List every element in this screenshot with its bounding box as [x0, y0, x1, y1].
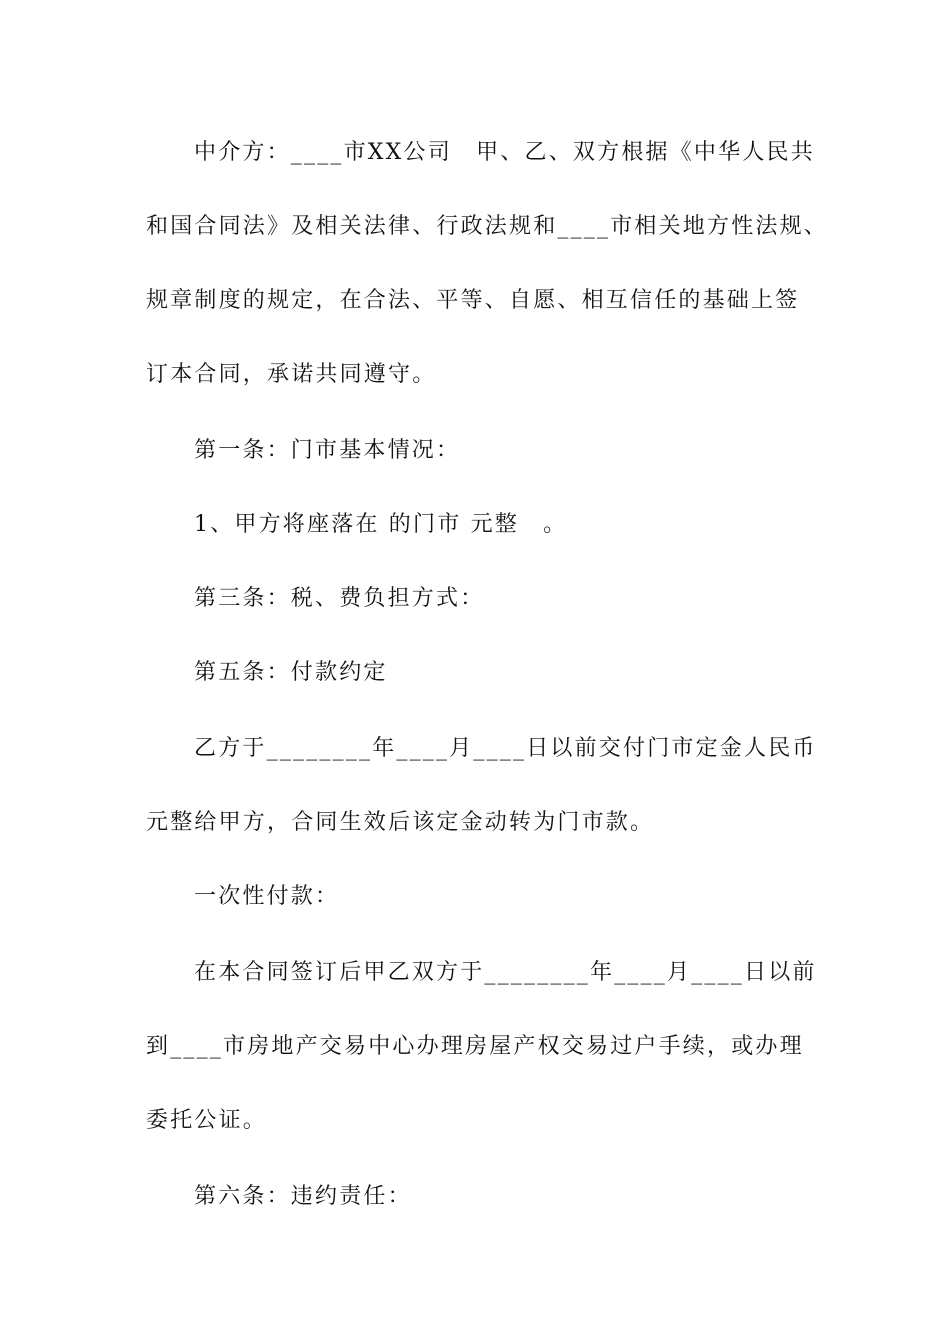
lump-sum-heading: 一次性付款： — [194, 884, 340, 909]
article-3-heading: 第三条：税、费负担方式： — [194, 586, 485, 611]
contract-intro-line-1: 中介方：____市XX公司 甲、乙、双方根据《中华人民共 — [194, 140, 815, 165]
article-5-heading: 第五条：付款约定 — [194, 660, 388, 685]
transfer-clause-line-2: 到____市房地产交易中心办理房屋产权交易过户手续，或办理 — [146, 1034, 804, 1059]
article-1-item-1: 1、甲方将座落在 的门市 元整 。 — [194, 512, 568, 537]
article-1-heading: 第一条：门市基本情况： — [194, 438, 461, 463]
contract-intro-line-3: 规章制度的规定，在合法、平等、自愿、相互信任的基础上签 — [146, 288, 800, 313]
transfer-clause-line-1: 在本合同签订后甲乙双方于________年____月____日以前 — [194, 960, 817, 985]
contract-intro-line-4: 订本合同，承诺共同遵守。 — [146, 362, 437, 387]
article-6-heading: 第六条：违约责任： — [194, 1184, 412, 1209]
deposit-clause-line-1: 乙方于________年____月____日以前交付门市定金人民币 — [194, 736, 817, 761]
contract-intro-line-2: 和国合同法》及相关法律、行政法规和____市相关地方性法规、 — [146, 214, 829, 239]
transfer-clause-line-3: 委托公证。 — [146, 1108, 268, 1133]
deposit-clause-line-2: 元整给甲方，合同生效后该定金动转为门市款。 — [146, 810, 655, 835]
